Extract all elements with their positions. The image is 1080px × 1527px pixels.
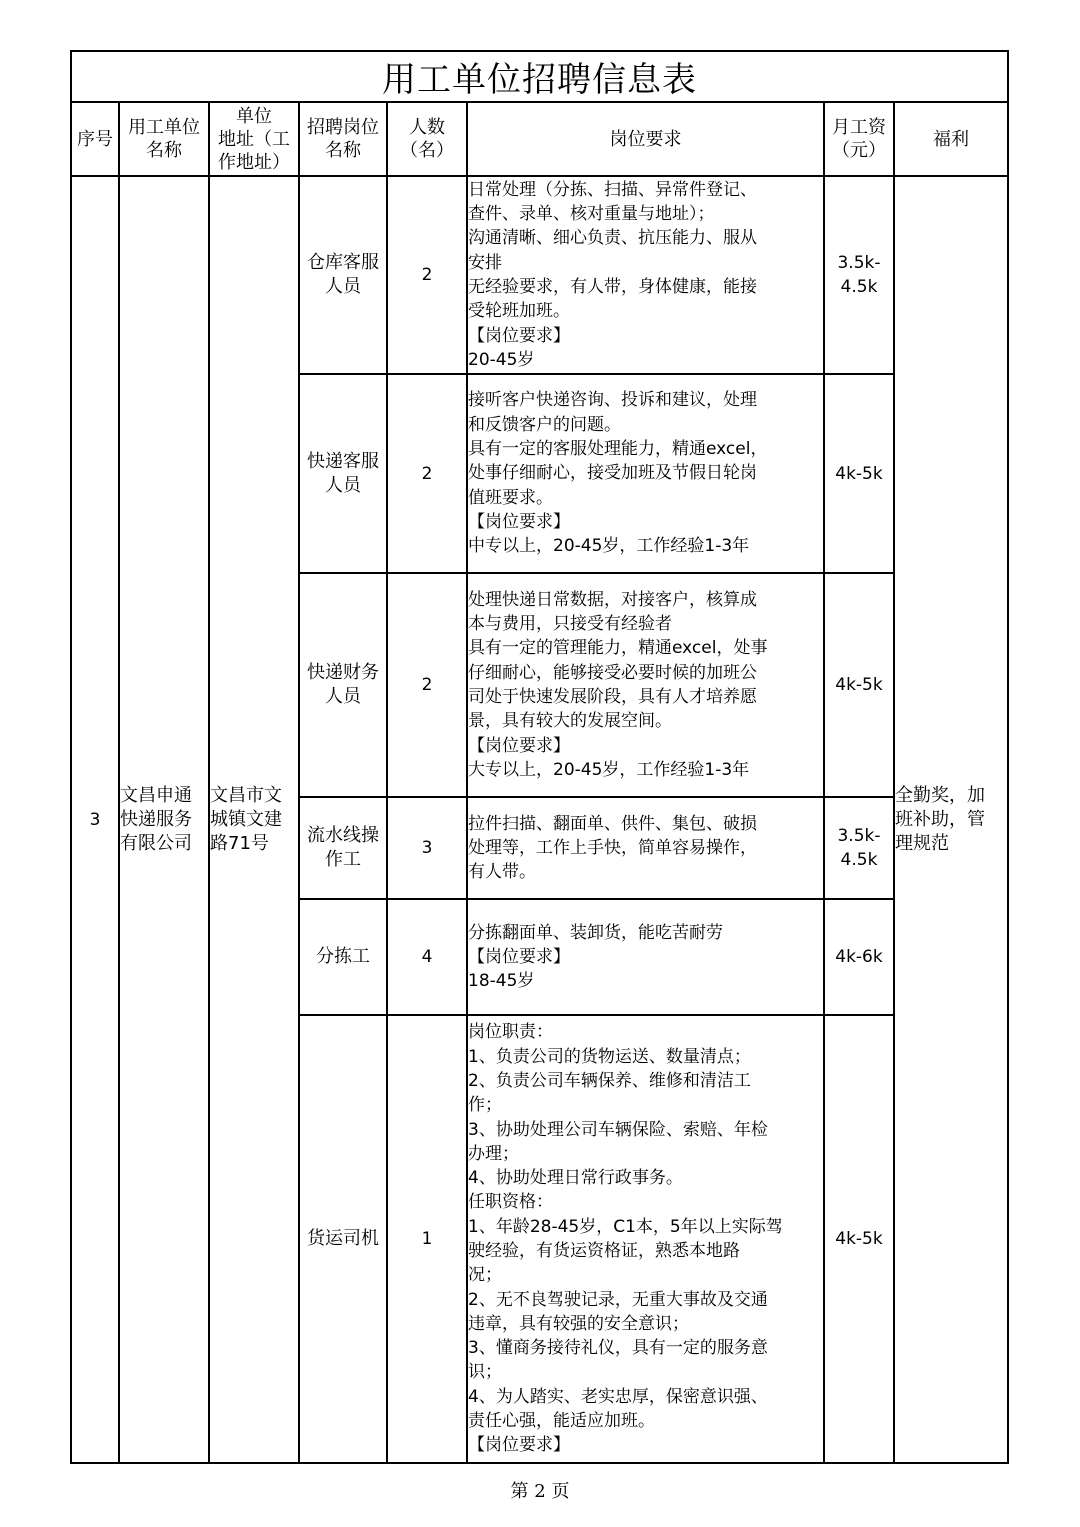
table-title: 用工单位招聘信息表: [71, 51, 1008, 102]
company-cell: 文昌申通 快递服务 有限公司: [119, 176, 209, 1463]
position-name: 快递财务 人员: [299, 573, 387, 797]
recruitment-table: [70, 50, 1009, 1464]
position-count: 2: [387, 374, 467, 573]
header-salary: 月工资 （元）: [824, 102, 894, 176]
position-count: 3: [387, 797, 467, 899]
position-requirements: 分拣翻面单、装卸货，能吃苦耐劳 【岗位要求】 18-45岁: [467, 899, 824, 1015]
position-requirements: 处理快递日常数据，对接客户，核算成 本与费用，只接受有经验者 具有一定的管理能力，精通excel，处事 仔细耐心，能够接受必要时候的加班公 司处于快速发展阶段，具有人才培养愿 景，具有较大的发展空间。 【岗位要求】 大专以上，20-45岁，工作经验1-3年: [467, 573, 824, 797]
position-salary: 4k-5k: [824, 1015, 894, 1463]
position-count: 2: [387, 176, 467, 374]
header-address: 单位 地址（工 作地址）: [209, 102, 299, 176]
position-name: 分拣工: [299, 899, 387, 1015]
footer-suffix: 页: [551, 1481, 570, 1502]
header-row: [71, 102, 1008, 176]
position-count: 1: [387, 1015, 467, 1463]
header-seq: 序号: [71, 102, 119, 176]
position-name: 货运司机: [299, 1015, 387, 1463]
position-name: 快递客服 人员: [299, 374, 387, 573]
footer-prefix: 第: [510, 1481, 529, 1502]
position-salary: 3.5k- 4.5k: [824, 797, 894, 899]
position-salary: 4k-5k: [824, 573, 894, 797]
position-requirements: 拉件扫描、翻面单、供件、集包、破损 处理等，工作上手快，简单容易操作， 有人带。: [467, 797, 824, 899]
position-count: 4: [387, 899, 467, 1015]
seq-cell: 3: [71, 176, 119, 1463]
position-name: 流水线操 作工: [299, 797, 387, 899]
position-requirements: 日常处理（分拣、扫描、异常件登记、 查件、录单、核对重量与地址）； 沟通清晰、细心负责、抗压能力、服从 安排 无经验要求，有人带，身体健康，能接 受轮班加班。 【岗位要求】 20-45岁: [467, 176, 824, 374]
header-benefits: 福利: [894, 102, 1008, 176]
address-cell: 文昌市文 城镇文建 路71号: [209, 176, 299, 1463]
position-name: 仓库客服 人员: [299, 176, 387, 374]
benefits-cell: 全勤奖，加 班补助，管 理规范: [894, 176, 1008, 1463]
position-count: 2: [387, 573, 467, 797]
page-number: 2: [534, 1481, 546, 1502]
header-count: 人数 （名）: [387, 102, 467, 176]
position-salary: 4k-6k: [824, 899, 894, 1015]
header-position: 招聘岗位 名称: [299, 102, 387, 176]
page-footer: [0, 1477, 1080, 1503]
position-requirements: 接听客户快递咨询、投诉和建议，处理 和反馈客户的问题。 具有一定的客服处理能力，精通excel， 处事仔细耐心，接受加班及节假日轮岗 值班要求。 【岗位要求】 中专以上，20-45岁，工作经验1-3年: [467, 374, 824, 573]
header-company: 用工单位 名称: [119, 102, 209, 176]
position-requirements: 岗位职责： 1、负责公司的货物运送、数量清点； 2、负责公司车辆保养、维修和清洁工 作； 3、协助处理公司车辆保险、索赔、年检 办理； 4、协助处理日常行政事务。 任职资格： 1、年龄28-45岁，C1本，5年以上实际驾 驶经验，有货运资格证，熟悉本地路 况； 2、无不良驾驶记录，无重大事故及交通 违章，具有较强的安全意识； 3、懂商务接待礼仪，具有一定的服务意 识； 4、为人踏实、老实忠厚，保密意识强、 责任心强，能适应加班。 【岗位要求】: [467, 1015, 824, 1463]
table-row: [71, 176, 1008, 374]
position-salary: 3.5k- 4.5k: [824, 176, 894, 374]
position-salary: 4k-5k: [824, 374, 894, 573]
header-requirements: 岗位要求: [467, 102, 824, 176]
